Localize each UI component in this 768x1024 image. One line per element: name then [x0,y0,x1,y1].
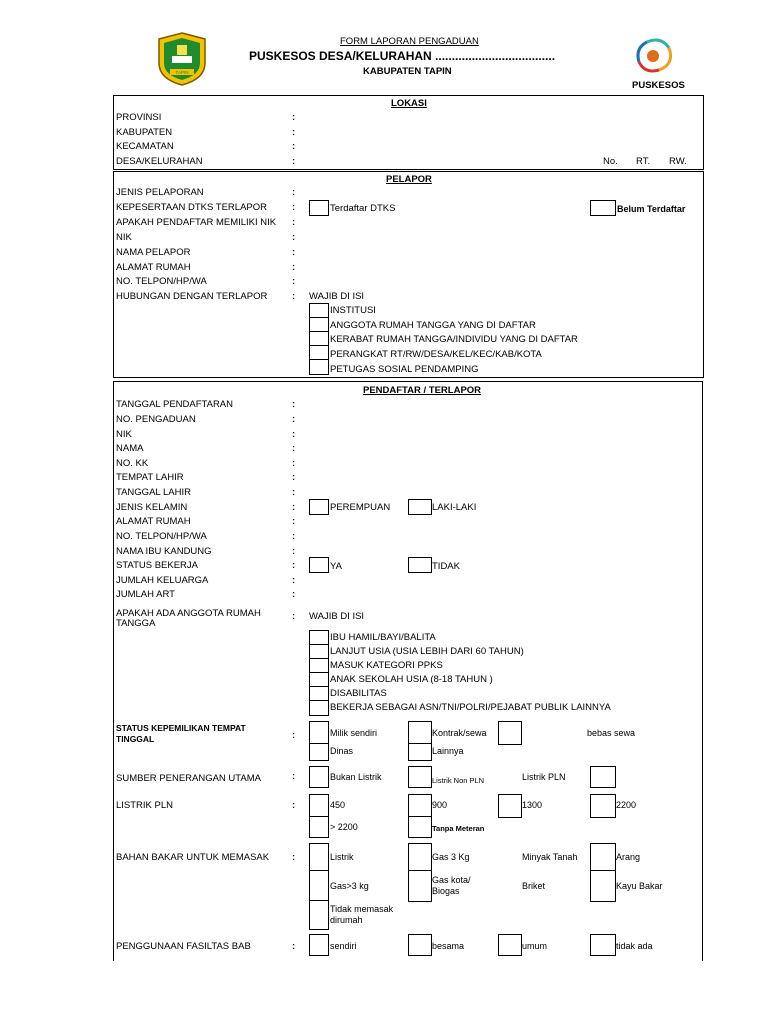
label-bab-tidak-ada: tidak ada [616,941,653,951]
label-provinsi: PROVINSI [116,112,162,123]
label-status-kepemilikan-1: STATUS KEPEMILIKAN TEMPAT [116,723,246,733]
pendaftar-left-border [113,381,114,961]
checkbox-laki-laki[interactable] [408,499,432,515]
label-kayu-bakar: Kayu Bakar [616,881,663,891]
colon: : [292,232,296,243]
label-2200: 2200 [616,800,637,810]
label-arang: Arang [616,852,641,862]
colon: : [292,611,296,622]
kabupaten-emblem [155,31,209,87]
label-kecamatan: KECAMATAN [116,141,174,152]
label-bebas-sewa: bebas sewa [587,728,636,738]
label-anggota-q2: TANGGA [116,618,156,629]
label-sumber-penerangan: SUMBER PENERANGAN UTAMA [116,773,261,784]
colon: : [292,487,296,498]
checkbox-listrik-non-pln[interactable] [408,766,432,788]
label-900: 900 [432,800,448,810]
colon: : [292,531,296,542]
label-belum-terdaftar: Belum Terdaftar [617,204,686,214]
label-listrik: Listrik [330,852,354,862]
checkbox-tidak-memasak[interactable] [309,900,329,930]
label-terdaftar-dtks: Terdaftar DTKS [330,203,396,214]
colon: : [292,156,296,167]
label-jumlah-art: JUMLAH ART [116,589,175,600]
label-kontrak-sewa: Kontrak/sewa [432,728,487,738]
label-no-telpon: NO. TELPON/HP/WA [116,276,207,287]
checkbox-tanpa-meteran[interactable] [408,816,432,838]
label-gas-3kg: Gas 3 Kg [432,852,470,862]
label-hubungan: HUBUNGAN DENGAN TERLAPOR [116,291,268,302]
label-lanjut-usia: LANJUT USIA (USIA LEBIH DARI 60 TAHUN) [330,646,524,657]
checkbox-belum-terdaftar[interactable] [590,200,616,216]
label-nama: NAMA [116,443,144,454]
label-ibu-hamil: IBU HAMIL/BAYI/BALITA [330,632,436,643]
label-disabilitas: DISABILITAS [330,688,387,699]
colon: : [292,589,296,600]
label-nama-pelapor: NAMA PELAPOR [116,247,191,258]
colon: : [292,516,296,527]
label-gt-2200: > 2200 [330,822,358,832]
label-asn: BEKERJA SEBAGAI ASN/TNI/POLRI/PEJABAT PUBLIK LAINNYA [330,702,611,713]
colon: : [292,247,296,258]
checkbox-gas-3kg[interactable] [408,843,432,872]
label-no-pengaduan: NO. PENGADUAN [116,414,196,425]
label-gas-gt3kg: Gas>3 kg [330,881,369,891]
colon: : [292,291,296,302]
svg-text:TAPIN: TAPIN [175,70,189,75]
pendaftar-right-border [702,381,703,961]
checkbox-bab-bersama[interactable] [408,934,432,956]
label-kabupaten: KABUPATEN [116,127,173,138]
label-nik: NIK [116,429,132,440]
checkbox-450[interactable] [309,794,329,818]
label-1300: 1300 [522,800,543,810]
label-institusi: INSTITUSI [330,305,376,316]
checkbox-asn[interactable] [309,700,329,716]
checkbox-kayu-bakar[interactable] [590,870,616,902]
colon: : [292,800,296,811]
label-bab-umum: umum [522,941,548,951]
label-bukan-listrik: Bukan Listrik [330,772,382,782]
colon: : [292,141,296,152]
label-tanggal-pendaftaran: TANGGAL PENDAFTARAN [116,399,234,410]
label-nik: NIK [116,232,132,243]
colon: : [292,127,296,138]
main-title: PUSKESOS DESA/KELURAHAN .................................... [249,49,556,63]
colon: : [292,399,296,410]
label-tempat-lahir: TEMPAT LAHIR [116,472,184,483]
colon: : [292,560,296,571]
colon: : [292,941,296,952]
label-bab-bersama: besama [432,941,465,951]
checkbox-ya[interactable] [309,557,329,573]
label-milik-sendiri: Milik sendiri [330,728,378,738]
label-tidak-memasak-1: Tidak memasak [330,904,394,914]
colon: : [292,202,296,213]
label-listrik-pln: LISTRIK PLN [116,800,174,811]
label-kerabat-rt: KERABAT RUMAH TANGGA/INDIVIDU YANG DI DAFTAR [330,334,578,345]
colon: : [292,217,296,228]
label-fasilitas-bab: PENGGUNAAN FASILTAS BAB [116,941,251,952]
label-desa-kelurahan: DESA/KELURAHAN [116,156,203,167]
label-lainnya: Lainnya [432,746,464,756]
pelapor-heading: PELAPOR [386,174,432,185]
label-petugas-sosial: PETUGAS SOSIAL PENDAMPING [330,364,479,375]
checkbox-arang[interactable] [590,843,616,872]
colon: : [292,187,296,198]
puskesos-logo-label: PUSKESOS [632,80,685,91]
checkbox-listrik-pln[interactable] [590,766,616,788]
checkbox-perempuan[interactable] [309,499,329,515]
form-title: FORM LAPORAN PENGADUAN [340,36,479,47]
checkbox-1300[interactable] [498,794,522,818]
label-anggota-q1: APAKAH ADA ANGGOTA RUMAH [116,608,261,619]
label-wajib-diisi-2: WAJIB DI ISI [309,611,365,622]
checkbox-tidak[interactable] [408,557,432,573]
label-tidak-memasak-2: dirumah [330,915,363,925]
checkbox-milik-sendiri[interactable] [309,721,329,745]
label-gas-kota-1: Gas kota/ [432,875,471,885]
label-no: No. [603,156,618,167]
checkbox-kontrak-sewa[interactable] [408,721,432,745]
label-kepesertaan-dtks: KEPESERTAAN DTKS TERLAPOR [116,202,267,213]
label-tidak: TIDAK [432,561,460,572]
checkbox-gt-2200[interactable] [309,816,329,838]
label-tanpa-meteran: Tanpa Meteran [432,824,485,833]
checkbox-bukan-listrik[interactable] [309,766,329,788]
label-perempuan: PEREMPUAN [330,502,391,513]
label-minyak-tanah: Minyak Tanah [522,852,578,862]
label-jenis-pelaporan: JENIS PELAPORAN [116,187,204,198]
colon: : [292,112,296,123]
colon: : [292,262,296,273]
puskesos-logo-icon [631,36,675,76]
label-anak-sekolah: ANAK SEKOLAH USIA (8-18 TAHUN ) [330,674,493,685]
label-alamat-rumah: ALAMAT RUMAH [116,262,191,273]
label-ya: YA [330,561,342,572]
label-rt: RT. [636,156,651,167]
colon: : [292,429,296,440]
label-bahan-bakar: BAHAN BAKAR UNTUK MEMASAK [116,852,270,863]
colon: : [292,443,296,454]
checkbox-bab-umum[interactable] [498,934,522,956]
colon: : [292,546,296,557]
checkbox-dinas[interactable] [309,743,329,761]
label-anggota-rt: ANGGOTA RUMAH TANGGA YANG DI DAFTAR [330,320,536,331]
checkbox-2200[interactable] [590,794,616,818]
label-nama-ibu-kandung: NAMA IBU KANDUNG [116,546,212,557]
colon: : [292,276,296,287]
checkbox-bab-tidak-ada[interactable] [590,934,616,956]
label-jenis-kelamin: JENIS KELAMIN [116,502,188,513]
checkbox-900[interactable] [408,794,432,818]
label-wajib-diisi: WAJIB DI ISI [309,291,365,302]
colon: : [292,575,296,586]
label-alamat-rumah: ALAMAT RUMAH [116,516,191,527]
lokasi-heading: LOKASI [391,98,427,109]
label-listrik-non-pln: Listrik Non PLN [432,776,485,785]
label-tanggal-lahir: TANGGAL LAHIR [116,487,191,498]
label-gas-kota-2: Biogas [432,886,460,896]
checkbox-gas-kota-biogas[interactable] [408,870,432,902]
label-dinas: Dinas [330,746,354,756]
checkbox-listrik[interactable] [309,843,329,872]
label-rw: RW. [669,156,687,167]
checkbox-lainnya[interactable] [408,743,432,761]
checkbox-bebas-sewa[interactable] [498,721,522,745]
colon: : [292,502,296,513]
colon: : [292,730,296,741]
label-no-kk: NO. KK [116,458,149,469]
colon: : [292,414,296,425]
pendaftar-heading: PENDAFTAR / TERLAPOR [363,385,482,396]
colon: : [292,472,296,483]
label-memiliki-nik: APAKAH PENDAFTAR MEMILIKI NIK [116,217,277,228]
label-450: 450 [330,800,346,810]
pendaftar-top-border [113,381,703,382]
label-status-kepemilikan-2: TINGGAL [116,734,155,744]
kabupaten-title: KABUPATEN TAPIN [363,66,452,77]
colon: : [292,771,296,782]
label-ppks: MASUK KATEGORI PPKS [330,660,443,671]
checkbox-gas-gt3kg[interactable] [309,870,329,902]
checkbox-petugas-sosial[interactable] [309,359,329,375]
colon: : [292,458,296,469]
label-briket: Briket [522,881,546,891]
label-jumlah-keluarga: JUMLAH KELUARGA [116,575,209,586]
checkbox-terdaftar-dtks[interactable] [309,200,329,216]
label-status-bekerja: STATUS BEKERJA [116,560,198,571]
label-perangkat: PERANGKAT RT/RW/DESA/KEL/KEC/KAB/KOTA [330,349,542,360]
checkbox-bab-sendiri[interactable] [309,934,329,956]
label-no-telpon: NO. TELPON/HP/WA [116,531,207,542]
label-bab-sendiri: sendiri [330,941,357,951]
colon: : [292,852,296,863]
label-laki-laki: LAKI-LAKI [432,502,477,513]
label-listrik-pln-option: Listrik PLN [522,772,566,782]
